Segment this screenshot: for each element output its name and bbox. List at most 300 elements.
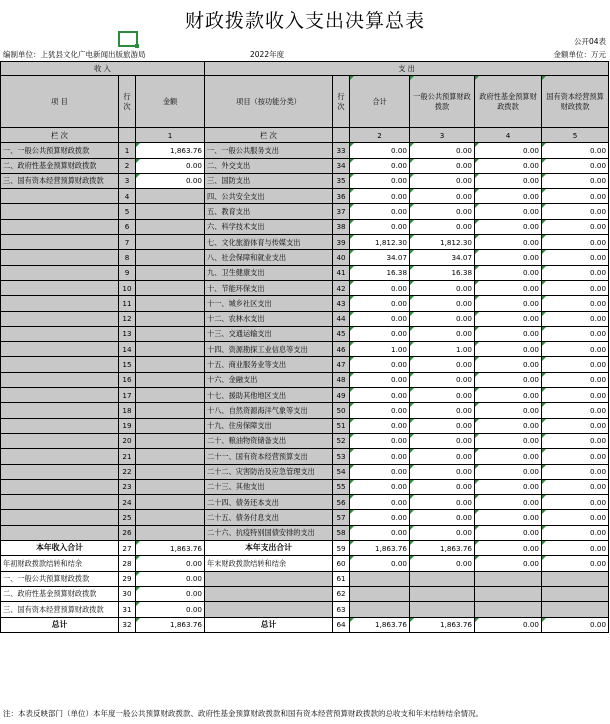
expense-fund-cell[interactable]: 0.00 xyxy=(475,235,542,250)
expense-general-cell[interactable]: 0.00 xyxy=(410,219,475,234)
income-item-cell[interactable] xyxy=(1,418,119,433)
income-row-no[interactable]: 1 xyxy=(119,143,136,158)
expense-total-cell[interactable]: 0.00 xyxy=(350,479,410,494)
expense-total-cell[interactable]: 16.38 xyxy=(350,265,410,280)
expense-item-cell[interactable]: 九、卫生健康支出 xyxy=(205,265,333,280)
expense-row-no[interactable]: 53 xyxy=(333,449,350,464)
expense-state-cell[interactable]: 0.00 xyxy=(542,235,609,250)
expense-total-cell[interactable]: 34.07 xyxy=(350,250,410,265)
expense-general-cell[interactable]: 0.00 xyxy=(410,525,475,540)
income-item-cell[interactable] xyxy=(1,265,119,280)
expense-fund-cell[interactable]: 0.00 xyxy=(475,173,542,188)
expense-total-cell[interactable]: 0.00 xyxy=(350,280,410,295)
form-id: 公开04表 xyxy=(573,37,606,46)
income-amount-cell[interactable] xyxy=(136,342,205,357)
expense-state-cell[interactable]: 0.00 xyxy=(542,265,609,280)
end-sub-no[interactable]: 62 xyxy=(333,586,350,601)
expense-item-cell[interactable]: 二十六、抗疫特别国债安排的支出 xyxy=(205,525,333,540)
begin-sub-amount[interactable]: 0.00 xyxy=(136,571,205,586)
expense-total-cell[interactable]: 0.00 xyxy=(350,510,410,525)
income-item-cell[interactable] xyxy=(1,189,119,204)
expense-item-cell[interactable]: 六、科学技术支出 xyxy=(205,219,333,234)
grand-total-no[interactable]: 32 xyxy=(119,617,136,632)
income-amount-cell[interactable] xyxy=(136,250,205,265)
expense-state-cell[interactable]: 0.00 xyxy=(542,189,609,204)
expense-total-cell[interactable]: 0.00 xyxy=(350,311,410,326)
expense-total-cell[interactable]: 0.00 xyxy=(350,296,410,311)
expense-general-cell[interactable]: 1,812.30 xyxy=(410,235,475,250)
end-sub-v5[interactable] xyxy=(542,586,609,601)
income-row-no[interactable]: 5 xyxy=(119,204,136,219)
income-row-no[interactable]: 22 xyxy=(119,464,136,479)
expense-state-cell[interactable]: 0.00 xyxy=(542,372,609,387)
income-item-cell[interactable] xyxy=(1,235,119,250)
expense-item-cell[interactable]: 二、外交支出 xyxy=(205,158,333,173)
expense-row-no[interactable]: 58 xyxy=(333,525,350,540)
income-amount-cell[interactable] xyxy=(136,311,205,326)
expense-state-cell[interactable]: 0.00 xyxy=(542,342,609,357)
table-row xyxy=(1,158,609,173)
expense-state-cell[interactable]: 0.00 xyxy=(542,464,609,479)
expense-item-cell[interactable]: 一、一般公共服务支出 xyxy=(205,143,333,158)
expense-fund-cell[interactable]: 0.00 xyxy=(475,204,542,219)
end-sub-v3[interactable] xyxy=(410,602,475,617)
income-amount-cell[interactable] xyxy=(136,219,205,234)
expense-fund-cell[interactable]: 0.00 xyxy=(475,388,542,403)
expense-item-cell[interactable]: 三、国防支出 xyxy=(205,173,333,188)
end-balance-fund[interactable]: 0.00 xyxy=(475,556,542,571)
income-amount-cell[interactable] xyxy=(136,525,205,540)
expense-fund-cell[interactable]: 0.00 xyxy=(475,479,542,494)
income-amount-cell[interactable] xyxy=(136,510,205,525)
expense-item-cell[interactable]: 二十二、灾害防治及应急管理支出 xyxy=(205,464,333,479)
expense-row-no[interactable]: 36 xyxy=(333,189,350,204)
expense-general-cell[interactable]: 0.00 xyxy=(410,372,475,387)
expense-general-cell[interactable]: 0.00 xyxy=(410,173,475,188)
expense-fund-cell[interactable]: 0.00 xyxy=(475,326,542,341)
expense-fund-cell[interactable]: 0.00 xyxy=(475,464,542,479)
income-row-no[interactable]: 19 xyxy=(119,418,136,433)
income-item-cell[interactable] xyxy=(1,204,119,219)
expense-row-no[interactable]: 44 xyxy=(333,311,350,326)
expense-fund-cell[interactable]: 0.00 xyxy=(475,510,542,525)
expense-state-cell[interactable]: 0.00 xyxy=(542,525,609,540)
grand-total-label[interactable]: 总计 xyxy=(1,617,119,632)
income-amount-cell[interactable] xyxy=(136,296,205,311)
begin-sub-no[interactable]: 30 xyxy=(119,586,136,601)
expense-row-no[interactable]: 35 xyxy=(333,173,350,188)
expense-state-cell[interactable]: 0.00 xyxy=(542,280,609,295)
expense-fund-cell[interactable]: 0.00 xyxy=(475,280,542,295)
expense-total-state[interactable]: 0.00 xyxy=(542,541,609,556)
expense-row-no[interactable]: 49 xyxy=(333,388,350,403)
end-balance-no[interactable]: 60 xyxy=(333,556,350,571)
begin-sub-item[interactable]: 一、一般公共预算财政拨款 xyxy=(1,571,119,586)
expense-item-cell[interactable]: 十三、交通运输支出 xyxy=(205,326,333,341)
income-amount-cell[interactable] xyxy=(136,204,205,219)
expense-fund-cell[interactable]: 0.00 xyxy=(475,449,542,464)
table-row xyxy=(1,280,609,295)
expense-state-cell[interactable]: 0.00 xyxy=(542,250,609,265)
expense-item-cell[interactable]: 十二、农林水支出 xyxy=(205,311,333,326)
expense-state-cell[interactable]: 0.00 xyxy=(542,158,609,173)
end-sub-v3[interactable] xyxy=(410,586,475,601)
expense-fund-cell[interactable]: 0.00 xyxy=(475,143,542,158)
table-row xyxy=(1,418,609,433)
income-item-cell[interactable] xyxy=(1,250,119,265)
income-item-cell[interactable]: 一、一般公共预算财政拨款 xyxy=(1,143,119,158)
income-item-cell[interactable] xyxy=(1,388,119,403)
expense-total-cell[interactable]: 0.00 xyxy=(350,433,410,448)
expense-fund-cell[interactable]: 0.00 xyxy=(475,189,542,204)
expense-fund-cell[interactable]: 0.00 xyxy=(475,357,542,372)
end-sub-v4[interactable] xyxy=(475,586,542,601)
grand-total-fund[interactable]: 0.00 xyxy=(475,617,542,632)
expense-state-cell[interactable]: 0.00 xyxy=(542,449,609,464)
expense-row-no[interactable]: 41 xyxy=(333,265,350,280)
begin-sub-amount[interactable]: 0.00 xyxy=(136,602,205,617)
expense-general-cell[interactable]: 0.00 xyxy=(410,204,475,219)
expense-state-cell[interactable]: 0.00 xyxy=(542,479,609,494)
expense-state-cell[interactable]: 0.00 xyxy=(542,173,609,188)
income-item-cell[interactable] xyxy=(1,449,119,464)
expense-general-cell[interactable]: 0.00 xyxy=(410,464,475,479)
expense-total-no[interactable]: 59 xyxy=(333,541,350,556)
expense-state-cell[interactable]: 0.00 xyxy=(542,510,609,525)
end-balance-state[interactable]: 0.00 xyxy=(542,556,609,571)
expense-row-no[interactable]: 42 xyxy=(333,280,350,295)
expense-item-cell[interactable]: 二十、粮油物资储备支出 xyxy=(205,433,333,448)
expense-general-cell[interactable]: 0.00 xyxy=(410,418,475,433)
income-amount-cell[interactable] xyxy=(136,235,205,250)
expense-item-cell[interactable]: 十五、商业服务业等支出 xyxy=(205,357,333,372)
income-amount-cell[interactable] xyxy=(136,326,205,341)
expense-general-cell[interactable]: 0.00 xyxy=(410,479,475,494)
expense-row-no[interactable]: 56 xyxy=(333,495,350,510)
expense-state-cell[interactable]: 0.00 xyxy=(542,143,609,158)
expense-total-cell[interactable]: 0.00 xyxy=(350,357,410,372)
begin-sub-amount[interactable]: 0.00 xyxy=(136,586,205,601)
expense-item-cell[interactable]: 十一、城乡社区支出 xyxy=(205,296,333,311)
expense-row-no[interactable]: 57 xyxy=(333,510,350,525)
expense-row-no[interactable]: 33 xyxy=(333,143,350,158)
expense-total-cell[interactable]: 0.00 xyxy=(350,189,410,204)
income-amount-cell[interactable] xyxy=(136,189,205,204)
income-total-amount[interactable]: 1,863.76 xyxy=(136,541,205,556)
end-sub-item[interactable] xyxy=(205,571,333,586)
income-item-cell[interactable] xyxy=(1,342,119,357)
expense-row-no[interactable]: 47 xyxy=(333,357,350,372)
end-sub-v2[interactable] xyxy=(350,586,410,601)
expense-row-no[interactable]: 45 xyxy=(333,326,350,341)
income-item-cell[interactable] xyxy=(1,433,119,448)
income-total-no[interactable]: 27 xyxy=(119,541,136,556)
grand-total-sum[interactable]: 1,863.76 xyxy=(350,617,410,632)
income-item-cell[interactable] xyxy=(1,372,119,387)
expense-total-cell[interactable]: 0.00 xyxy=(350,449,410,464)
expense-state-cell[interactable]: 0.00 xyxy=(542,357,609,372)
end-sub-no[interactable]: 61 xyxy=(333,571,350,586)
expense-row-no[interactable]: 40 xyxy=(333,250,350,265)
expense-total-cell[interactable]: 0.00 xyxy=(350,143,410,158)
expense-state-cell[interactable]: 0.00 xyxy=(542,388,609,403)
expense-item-cell[interactable]: 八、社会保障和就业支出 xyxy=(205,250,333,265)
expense-row-no[interactable]: 48 xyxy=(333,372,350,387)
income-item-cell[interactable] xyxy=(1,357,119,372)
income-total-label[interactable]: 本年收入合计 xyxy=(1,541,119,556)
expense-total-cell[interactable]: 1,812.30 xyxy=(350,235,410,250)
expense-general-cell[interactable]: 0.00 xyxy=(410,433,475,448)
expense-item-cell[interactable]: 十四、资源勘探工业信息等支出 xyxy=(205,342,333,357)
expense-fund-cell[interactable]: 0.00 xyxy=(475,265,542,280)
income-row-no[interactable]: 26 xyxy=(119,525,136,540)
expense-general-cell[interactable]: 0.00 xyxy=(410,357,475,372)
end-balance-general[interactable]: 0.00 xyxy=(410,556,475,571)
income-row-no[interactable]: 21 xyxy=(119,449,136,464)
expense-total-cell[interactable]: 0.00 xyxy=(350,372,410,387)
begin-balance-label[interactable]: 年初财政拨款结转和结余 xyxy=(1,556,119,571)
income-amount-cell[interactable] xyxy=(136,388,205,403)
expense-state-cell[interactable]: 0.00 xyxy=(542,219,609,234)
expense-fund-cell[interactable]: 0.00 xyxy=(475,372,542,387)
income-row-no[interactable]: 7 xyxy=(119,235,136,250)
expense-general-cell[interactable]: 1.00 xyxy=(410,342,475,357)
income-item-cell[interactable] xyxy=(1,403,119,418)
grand-total-no2[interactable]: 64 xyxy=(333,617,350,632)
grand-total-state[interactable]: 0.00 xyxy=(542,617,609,632)
income-amount-cell[interactable]: 0.00 xyxy=(136,173,205,188)
expense-row-no[interactable]: 52 xyxy=(333,433,350,448)
expense-general-cell[interactable]: 0.00 xyxy=(410,510,475,525)
expense-total-cell[interactable]: 0.00 xyxy=(350,464,410,479)
begin-sub-no[interactable]: 29 xyxy=(119,571,136,586)
income-item-cell[interactable] xyxy=(1,495,119,510)
grand-total-label2[interactable]: 总计 xyxy=(205,617,333,632)
expense-total-cell[interactable]: 0.00 xyxy=(350,326,410,341)
expense-fund-cell[interactable]: 0.00 xyxy=(475,418,542,433)
income-row-no[interactable]: 4 xyxy=(119,189,136,204)
income-amount-cell[interactable] xyxy=(136,280,205,295)
end-sub-no[interactable]: 63 xyxy=(333,602,350,617)
expense-state-cell[interactable]: 0.00 xyxy=(542,311,609,326)
expense-general-cell[interactable]: 0.00 xyxy=(410,280,475,295)
expense-general-cell[interactable]: 0.00 xyxy=(410,143,475,158)
income-item-cell[interactable]: 三、国有资本经营预算财政拨款 xyxy=(1,173,119,188)
income-amount-cell[interactable] xyxy=(136,372,205,387)
end-sub-v4[interactable] xyxy=(475,571,542,586)
income-item-cell[interactable] xyxy=(1,280,119,295)
expense-total-cell[interactable]: 0.00 xyxy=(350,219,410,234)
expense-item-cell[interactable]: 二十五、债务付息支出 xyxy=(205,510,333,525)
income-amount-cell[interactable] xyxy=(136,495,205,510)
income-row-no[interactable]: 23 xyxy=(119,479,136,494)
income-item-cell[interactable] xyxy=(1,326,119,341)
income-row-no[interactable]: 17 xyxy=(119,388,136,403)
expense-total-label[interactable]: 本年支出合计 xyxy=(205,541,333,556)
expense-fund-cell[interactable]: 0.00 xyxy=(475,311,542,326)
expense-item-cell[interactable]: 十八、自然资源海洋气象等支出 xyxy=(205,403,333,418)
income-item-cell[interactable] xyxy=(1,219,119,234)
expense-fund-cell[interactable]: 0.00 xyxy=(475,296,542,311)
expense-row-no[interactable]: 39 xyxy=(333,235,350,250)
expense-state-cell[interactable]: 0.00 xyxy=(542,296,609,311)
end-sub-v5[interactable] xyxy=(542,571,609,586)
grand-total-amount[interactable]: 1,863.76 xyxy=(136,617,205,632)
expense-general-cell[interactable]: 16.38 xyxy=(410,265,475,280)
expense-item-cell[interactable]: 十七、援助其他地区支出 xyxy=(205,388,333,403)
expense-item-cell[interactable]: 十六、金融支出 xyxy=(205,372,333,387)
income-amount-cell[interactable] xyxy=(136,403,205,418)
expense-total-cell[interactable]: 0.00 xyxy=(350,495,410,510)
expense-general-cell[interactable]: 0.00 xyxy=(410,449,475,464)
income-row-no[interactable]: 16 xyxy=(119,372,136,387)
income-row-no[interactable]: 24 xyxy=(119,495,136,510)
expense-general-cell[interactable]: 0.00 xyxy=(410,495,475,510)
income-row-no[interactable]: 6 xyxy=(119,219,136,234)
income-item-cell[interactable] xyxy=(1,464,119,479)
income-row-no[interactable]: 20 xyxy=(119,433,136,448)
expense-item-cell[interactable]: 五、教育支出 xyxy=(205,204,333,219)
expense-general-cell[interactable]: 0.00 xyxy=(410,311,475,326)
expense-row-no[interactable]: 34 xyxy=(333,158,350,173)
expense-row-no[interactable]: 54 xyxy=(333,464,350,479)
begin-sub-no[interactable]: 31 xyxy=(119,602,136,617)
expense-total-cell[interactable]: 0.00 xyxy=(350,388,410,403)
expense-item-cell[interactable]: 十九、住房保障支出 xyxy=(205,418,333,433)
expense-row-no[interactable]: 51 xyxy=(333,418,350,433)
income-row-no[interactable]: 25 xyxy=(119,510,136,525)
expense-row-no[interactable]: 37 xyxy=(333,204,350,219)
expense-general-cell[interactable]: 0.00 xyxy=(410,158,475,173)
income-row-no[interactable]: 14 xyxy=(119,342,136,357)
income-item-cell[interactable] xyxy=(1,510,119,525)
colno-5: 5 xyxy=(542,128,609,143)
income-amount-cell[interactable]: 1,863.76 xyxy=(136,143,205,158)
income-row-no[interactable]: 10 xyxy=(119,280,136,295)
expense-general-cell[interactable]: 0.00 xyxy=(410,296,475,311)
end-sub-v2[interactable] xyxy=(350,602,410,617)
expense-row-no[interactable]: 50 xyxy=(333,403,350,418)
expense-state-cell[interactable]: 0.00 xyxy=(542,433,609,448)
expense-general-cell[interactable]: 0.00 xyxy=(410,326,475,341)
expense-state-cell[interactable]: 0.00 xyxy=(542,495,609,510)
col-general-header: 一般公共预算财政拨款 xyxy=(410,76,475,128)
expense-item-cell[interactable]: 二十一、国有资本经营预算支出 xyxy=(205,449,333,464)
expense-row-no[interactable]: 55 xyxy=(333,479,350,494)
income-amount-cell[interactable]: 0.00 xyxy=(136,158,205,173)
end-sub-item[interactable] xyxy=(205,586,333,601)
expense-fund-cell[interactable]: 0.00 xyxy=(475,495,542,510)
expense-total-cell[interactable]: 0.00 xyxy=(350,158,410,173)
expense-fund-cell[interactable]: 0.00 xyxy=(475,433,542,448)
expense-total-cell[interactable]: 0.00 xyxy=(350,418,410,433)
expense-total-cell[interactable]: 1.00 xyxy=(350,342,410,357)
expense-item-cell[interactable]: 二十三、其他支出 xyxy=(205,479,333,494)
money-unit: 金额单位：万元 xyxy=(553,50,606,59)
expense-fund-cell[interactable]: 0.00 xyxy=(475,525,542,540)
begin-sub-item[interactable]: 三、国有资本经营预算财政拨款 xyxy=(1,602,119,617)
expense-general-cell[interactable]: 34.07 xyxy=(410,250,475,265)
expense-state-cell[interactable]: 0.00 xyxy=(542,418,609,433)
expense-item-cell[interactable]: 二十四、债务还本支出 xyxy=(205,495,333,510)
income-row-no[interactable]: 11 xyxy=(119,296,136,311)
expense-total-sum[interactable]: 1,863.76 xyxy=(350,541,410,556)
expense-total-general[interactable]: 1,863.76 xyxy=(410,541,475,556)
income-row-no[interactable]: 15 xyxy=(119,357,136,372)
end-sub-v5[interactable] xyxy=(542,602,609,617)
table-row xyxy=(1,189,609,204)
expense-state-cell[interactable]: 0.00 xyxy=(542,326,609,341)
income-row-no[interactable]: 18 xyxy=(119,403,136,418)
income-row-no[interactable]: 2 xyxy=(119,158,136,173)
expense-fund-cell[interactable]: 0.00 xyxy=(475,250,542,265)
income-item-cell[interactable] xyxy=(1,296,119,311)
grand-total-general[interactable]: 1,863.76 xyxy=(410,617,475,632)
expense-item-cell[interactable]: 四、公共安全支出 xyxy=(205,189,333,204)
income-amount-cell[interactable] xyxy=(136,479,205,494)
income-row-no[interactable]: 12 xyxy=(119,311,136,326)
income-item-cell[interactable]: 二、政府性基金预算财政拨款 xyxy=(1,158,119,173)
end-balance-label[interactable]: 年末财政拨款结转和结余 xyxy=(205,556,333,571)
end-sub-v4[interactable] xyxy=(475,602,542,617)
expense-row-no[interactable]: 38 xyxy=(333,219,350,234)
income-amount-cell[interactable] xyxy=(136,265,205,280)
col-fund-header: 政府性基金预算财政拨款 xyxy=(475,76,542,128)
begin-balance-no[interactable]: 28 xyxy=(119,556,136,571)
income-row-no[interactable]: 8 xyxy=(119,250,136,265)
income-amount-cell[interactable] xyxy=(136,449,205,464)
expense-total-cell[interactable]: 0.00 xyxy=(350,403,410,418)
table-row xyxy=(1,464,609,479)
expense-item-cell[interactable]: 七、文化旅游体育与传媒支出 xyxy=(205,235,333,250)
expense-fund-cell[interactable]: 0.00 xyxy=(475,342,542,357)
expense-total-cell[interactable]: 0.00 xyxy=(350,204,410,219)
begin-balance-amount[interactable]: 0.00 xyxy=(136,556,205,571)
expense-row-no[interactable]: 46 xyxy=(333,342,350,357)
end-sub-v2[interactable] xyxy=(350,571,410,586)
income-row-no[interactable]: 13 xyxy=(119,326,136,341)
income-row-no[interactable]: 9 xyxy=(119,265,136,280)
expense-general-cell[interactable]: 0.00 xyxy=(410,388,475,403)
expense-fund-cell[interactable]: 0.00 xyxy=(475,219,542,234)
expense-general-cell[interactable]: 0.00 xyxy=(410,189,475,204)
income-section-header: 收 入 xyxy=(1,62,205,76)
expense-fund-cell[interactable]: 0.00 xyxy=(475,158,542,173)
begin-sub-item[interactable]: 二、政府性基金预算财政拨款 xyxy=(1,586,119,601)
expense-state-cell[interactable]: 0.00 xyxy=(542,204,609,219)
end-sub-v3[interactable] xyxy=(410,571,475,586)
expense-row-no[interactable]: 43 xyxy=(333,296,350,311)
income-item-cell[interactable] xyxy=(1,479,119,494)
expense-fund-cell[interactable]: 0.00 xyxy=(475,403,542,418)
income-amount-cell[interactable] xyxy=(136,464,205,479)
expense-general-cell[interactable]: 0.00 xyxy=(410,403,475,418)
income-item-cell[interactable] xyxy=(1,525,119,540)
income-item-cell[interactable] xyxy=(1,311,119,326)
expense-total-fund[interactable]: 0.00 xyxy=(475,541,542,556)
income-amount-cell[interactable] xyxy=(136,357,205,372)
income-amount-cell[interactable] xyxy=(136,433,205,448)
expense-total-cell[interactable]: 0.00 xyxy=(350,173,410,188)
expense-item-cell[interactable]: 十、节能环保支出 xyxy=(205,280,333,295)
cell-selection-cursor[interactable] xyxy=(118,31,138,47)
end-balance-total[interactable]: 0.00 xyxy=(350,556,410,571)
income-amount-cell[interactable] xyxy=(136,418,205,433)
income-row-no[interactable]: 3 xyxy=(119,173,136,188)
end-sub-item[interactable] xyxy=(205,602,333,617)
expense-total-cell[interactable]: 0.00 xyxy=(350,525,410,540)
expense-state-cell[interactable]: 0.00 xyxy=(542,403,609,418)
